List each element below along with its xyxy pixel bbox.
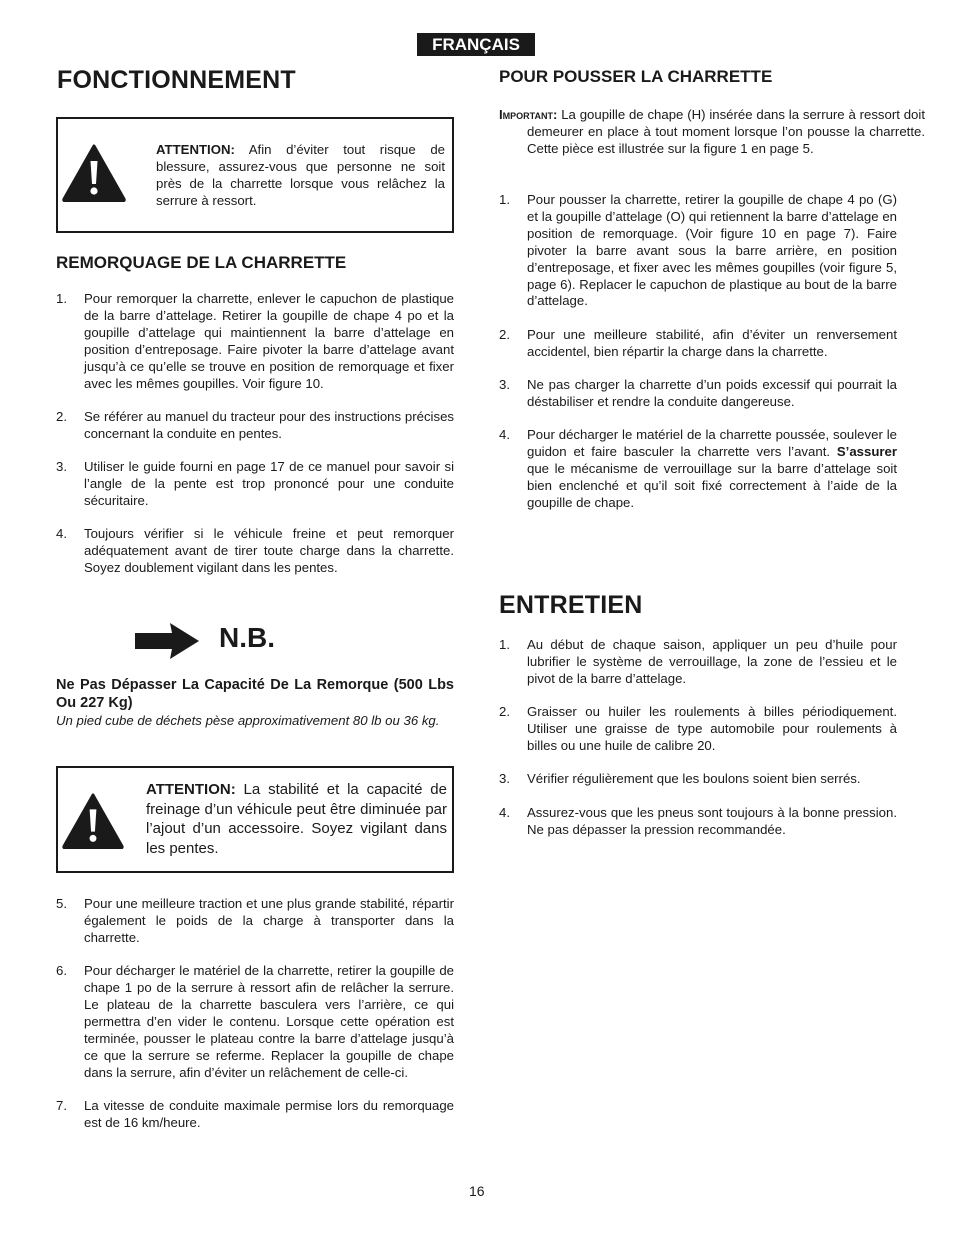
towing-list [56, 291, 454, 577]
list-item: 3. Utiliser le guide fourni en page 17 de ce manuel pour savoir si l’angle de la pente est trop prononcé pour une conduite sécuritaire. [56, 459, 454, 509]
warning-triangle-icon [62, 144, 126, 202]
warning-1-label: ATTENTION: [156, 142, 235, 157]
list-item: 4. Pour décharger le matériel de la charrette poussée, soulever le guidon et faire basculer la charrette vers l’avant. S’assurer que le mécanisme de verrouillage sur la barre d’attelage soit bien enclenché et qu’il soit fixé correctement à l’aide de la goupille de chape. [499, 427, 897, 511]
important-body: La goupille de chape (H) insérée dans la serrure à ressort doit demeurer en place à tout moment lorsque l’on pousse la charrette. Cette pièce est illustrée sur la figure 1 en page 5. [527, 107, 925, 156]
list-item: 3. Ne pas charger la charrette d’un poids excessif qui pourrait la déstabiliser et rendre la conduite dangereuse. [499, 377, 897, 410]
nb-note-text: Un pied cube de déchets pèse approximativement 80 lb ou 36 kg. [56, 713, 440, 728]
list-item: 1. Pour pousser la charrette, retirer la goupille de chape 4 po (G) et la goupille d’attelage (O) qui retiennent la barre d’attelage en position de remorquage. (Voir figure 10 en page 7). Faire pivoter la barre avant sous la barre arrière, en position d’entreposage, et fixer avec les mêmes goupilles (voir figure 5, page 6). Replacer le capuchon de plastique au bout de la barre d’attelage. [499, 192, 897, 309]
section-title-fonctionnement: FONCTIONNEMENT [57, 66, 296, 94]
arrow-right-icon [134, 621, 200, 661]
list-item: 2. Se référer au manuel du tracteur pour des instructions précises concernant la conduite en pentes. [56, 408, 454, 441]
nb-capacity-text: Ne Pas Dépasser La Capacité De La Remorque (500 Lbs Ou 227 Kg) [56, 677, 454, 711]
list-item: 4. Assurez-vous que les pneus sont toujours à la bonne pression. Ne pas dépasser la pression recommandée. [499, 804, 897, 837]
list-item: 7. La vitesse de conduite maximale permise lors du remorquage est de 16 km/heure. [56, 1098, 454, 1130]
warning-triangle-icon [62, 793, 124, 849]
important-label: Important: [499, 107, 558, 122]
pushing-heading: POUR POUSSER LA CHARRETTE [499, 67, 773, 86]
language-badge: FRANÇAIS [417, 33, 535, 56]
list-item: 2. Pour une meilleure stabilité, afin d’éviter un renversement accidentel, bien répartir la charge dans la charrette. [499, 326, 897, 359]
warning-box-1 [56, 117, 454, 233]
operation-list-continued [56, 896, 454, 1132]
pushing-list [499, 192, 897, 512]
list-item: 3. Vérifier régulièrement que les boulons soient bien serrés. [499, 771, 861, 787]
list-item: 4. Toujours vérifier si le véhicule freine et peut remorquer adéquatement avant de tirer toute charge dans la charrette. Soyez doublement vigilant dans les pentes. [56, 526, 454, 576]
list-item: 6. Pour décharger le matériel de la charrette, retirer la goupille de chape 1 po de la serrure à ressort afin de relâcher la serrure. Le plateau de la charrette basculera vers l’arrière, ce qui permettra d’en vider le contenu. Lorsque cette opération est terminée, pousser le plateau contre la barre d’attelage jusqu’à ce que la serrure se referme. Replacer la goupille de chape dans la serrure, afin d’éviter un relâchement de celle-ci. [56, 963, 454, 1080]
section-title-entretien: ENTRETIEN [499, 591, 643, 619]
list-item: 5. Pour une meilleure traction et une plus grande stabilité, répartir également le poids de la charge à transporter dans la charrette. [56, 896, 454, 945]
warning-1-text [156, 141, 445, 209]
maintenance-list [499, 637, 897, 839]
list-item: 1. Pour remorquer la charrette, enlever le capuchon de plastique de la barre d’attelage. Retirer la goupille de chape 4 po et la goupille d’attelage qui maintiennent la barre d’attelage en position d’entreposage. Faire pivoter la barre d’attelage avant jusqu’à ce qu’elle se trouve en position de remorquage et fixer avec les mêmes goupilles. Voir figure 10. [56, 291, 454, 391]
list-item: 2. Graisser ou huiler les roulements à billes périodiquement. Utiliser une graisse de type automobile pour roulements à billes ou une huile de calibre 20. [499, 704, 897, 754]
page-number: 16 [469, 1183, 485, 1199]
towing-heading: REMORQUAGE DE LA CHARRETTE [56, 253, 347, 272]
warning-1-body: Afin d’éviter tout risque de blessure, assurez-vous que personne ne soit près de la charrette lorsque vous relâchez la serrure à ressort. [156, 142, 445, 208]
warning-2-body: La stabilité et la capacité de freinage d’un véhicule peut être diminuée par l’ajout d’un accessoire. Soyez vigilant dans les pentes. [146, 781, 447, 857]
warning-2-label: ATTENTION: [146, 781, 236, 798]
list-item: 1. Au début de chaque saison, appliquer un peu d’huile pour lubrifier le système de verrouillage, la zone de l’essieu et le pivot de la barre d’attelage. [499, 637, 897, 686]
warning-2-text [146, 780, 447, 858]
important-note [499, 107, 925, 158]
nb-heading: N.B. [219, 622, 275, 653]
warning-box-2 [56, 766, 454, 873]
